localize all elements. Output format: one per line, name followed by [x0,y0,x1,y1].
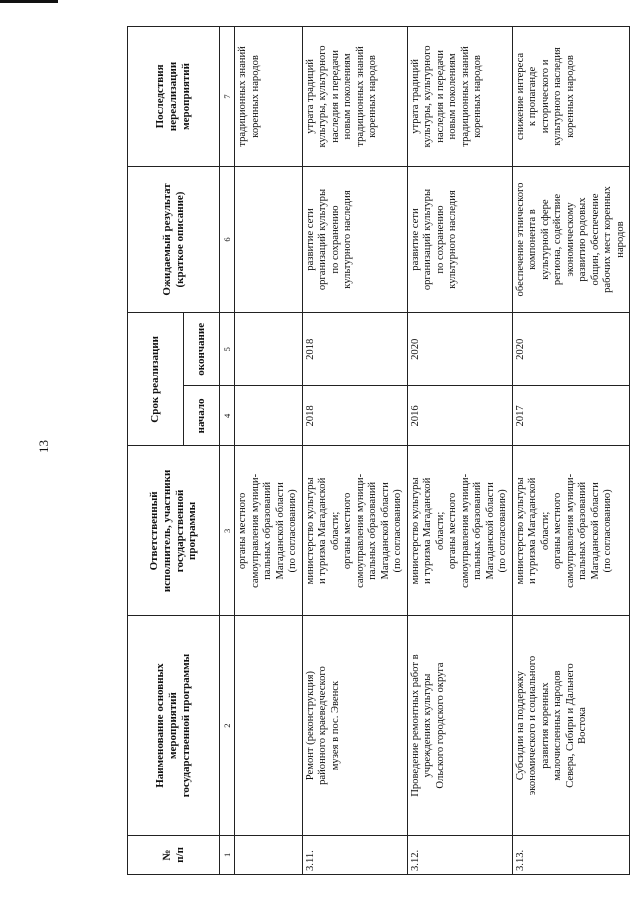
row-num: 3.12. [407,835,512,874]
row-end: 2020 [407,313,512,386]
row-num: 3.11. [302,835,407,874]
row-executor: органы местного самоуправления муници- пальных образований Магаданской области (по согласованию) [235,446,303,616]
page-number: 13 [36,440,51,453]
row-start: 2017 [512,386,630,446]
row-executor: министерство культуры и туризма Магаданской области; органы местного самоуправления муници- пальных образований Магаданской области (по согласованию) [512,446,630,616]
header-num: № п/п [128,835,220,874]
row-start: 2016 [407,386,512,446]
row-name: Проведение ремонтных работ в учреждениях культуры Ольского городского округа [407,616,512,836]
row-num [235,835,303,874]
row-name [235,616,303,836]
header-consequences: Последствия нереализации мероприятий [128,27,220,167]
column-number: 1 [220,835,235,874]
header-start: начало [184,386,220,446]
table-row [512,27,630,875]
row-executor: министерство культуры и туризма Магаданской области; органы местного самоуправления муници- пальных образований Магаданской области (по согласованию) [407,446,512,616]
row-name: Субсидии на поддержку экономического и социального развития коренных малочисленных народов Севера, Сибири и Дальнего Востока [512,616,630,836]
header-end: окончание [184,313,220,386]
table-body [235,27,630,875]
row-result [235,166,303,312]
table-row [235,27,303,875]
column-number: 2 [220,616,235,836]
row-end: 2018 [302,313,407,386]
row-start [235,386,303,446]
row-result: обеспечение этнического компонента в культурной сфере региона, содействие экономическому развитию родовых общин, обеспечение рабочих мест коренных народов [512,166,630,312]
header-result: Ожидаемый результат (краткое описание) [128,166,220,312]
column-number: 3 [220,446,235,616]
row-result: развитие сети организаций культуры по сохранению культурного наследия [407,166,512,312]
column-number: 6 [220,166,235,312]
row-consequences: утрата традиций культуры, культурного наследия и передачи новым поколениям традиционных знаний коренных народов [407,27,512,167]
column-number: 4 [220,386,235,446]
program-table [127,26,630,875]
row-result: развитие сети организаций культуры по сохранению культурного наследия [302,166,407,312]
column-number: 7 [220,27,235,167]
header-executor: Ответственный исполнитель, участники государственной программы [128,446,220,616]
column-numbers-row [220,27,235,875]
table-header [128,27,235,875]
row-consequences: утрата традиций культуры, культурного наследия и передачи новым поколениям традиционных знаний коренных народов [302,27,407,167]
row-consequences: традиционных знаний коренных народов [235,27,303,167]
header-name: Наименование основных мероприятий государственной программы [128,616,220,836]
corner-mark [0,0,58,3]
row-start: 2018 [302,386,407,446]
row-num: 3.13. [512,835,630,874]
header-term: Срок реализации [128,313,184,446]
row-consequences: снижение интереса к пропаганде исторического и культурного наследия коренных народов [512,27,630,167]
row-name: Ремонт (реконструкция) районного краеведческого музея в пос. Эвенск [302,616,407,836]
row-executor: министерство культуры и туризма Магаданской области; органы местного самоуправления муници- пальных образований Магаданской области (по согласованию) [302,446,407,616]
table-row [302,27,407,875]
row-end [235,313,303,386]
row-end: 2020 [512,313,630,386]
table-row [407,27,512,875]
rotated-table-container [127,26,626,875]
column-number: 5 [220,313,235,386]
